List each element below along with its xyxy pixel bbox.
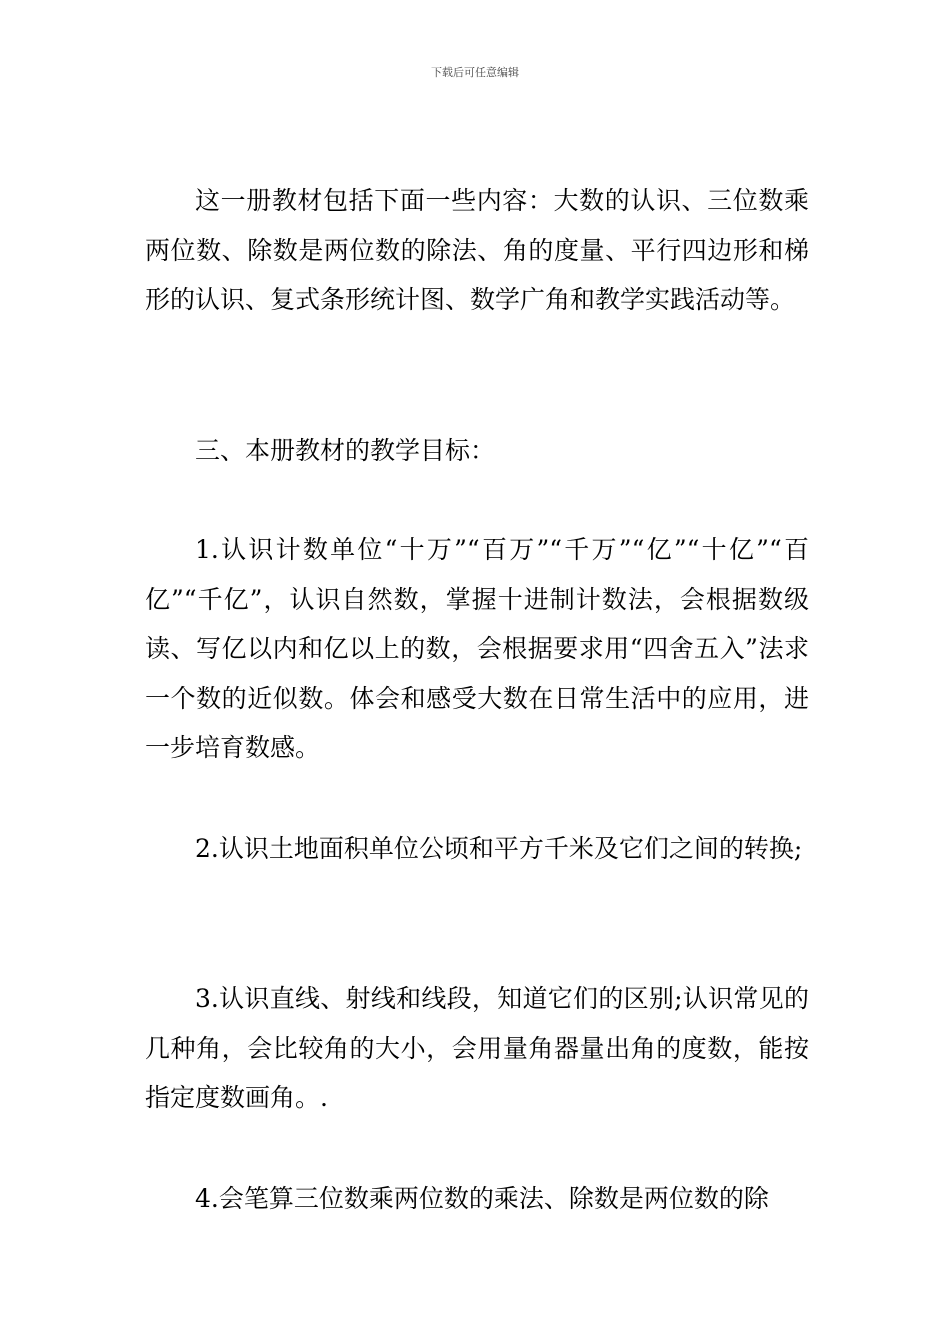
section-heading: 三、本册教材的教学目标： (195, 436, 496, 465)
page-header-note: 下载后可任意编辑 (431, 66, 519, 79)
goal-item-1: 1.认识计数单位“十万”“百万”“千万”“亿”“十亿”“百亿”“千亿”，认识自然数，掌握十进制计数法，会根据数级读、写亿以内和亿以上的数，会根据要求用“四舍五入”法求一个数的近似数。体会和感受大数在日常生活中的应用，进一步培育数感。 (145, 535, 809, 762)
goal-item-2: 2.认识土地面积单位公顷和平方千米及它们之间的转换; (195, 834, 803, 863)
goal-item-4: 4.会笔算三位数乘两位数的乘法、除数是两位数的除 (195, 1184, 769, 1213)
intro-paragraph: 这一册教材包括下面一些内容：大数的认识、三位数乘两位数、除数是两位数的除法、角的度量、平行四边形和梯形的认识、复式条形统计图、数学广角和教学实践活动等。 (145, 186, 809, 314)
goal-item-3: 3.认识直线、射线和线段，知道它们的区别;认识常见的几种角，会比较角的大小，会用量角器量出角的度数，能按指定度数画角。. (145, 984, 809, 1112)
